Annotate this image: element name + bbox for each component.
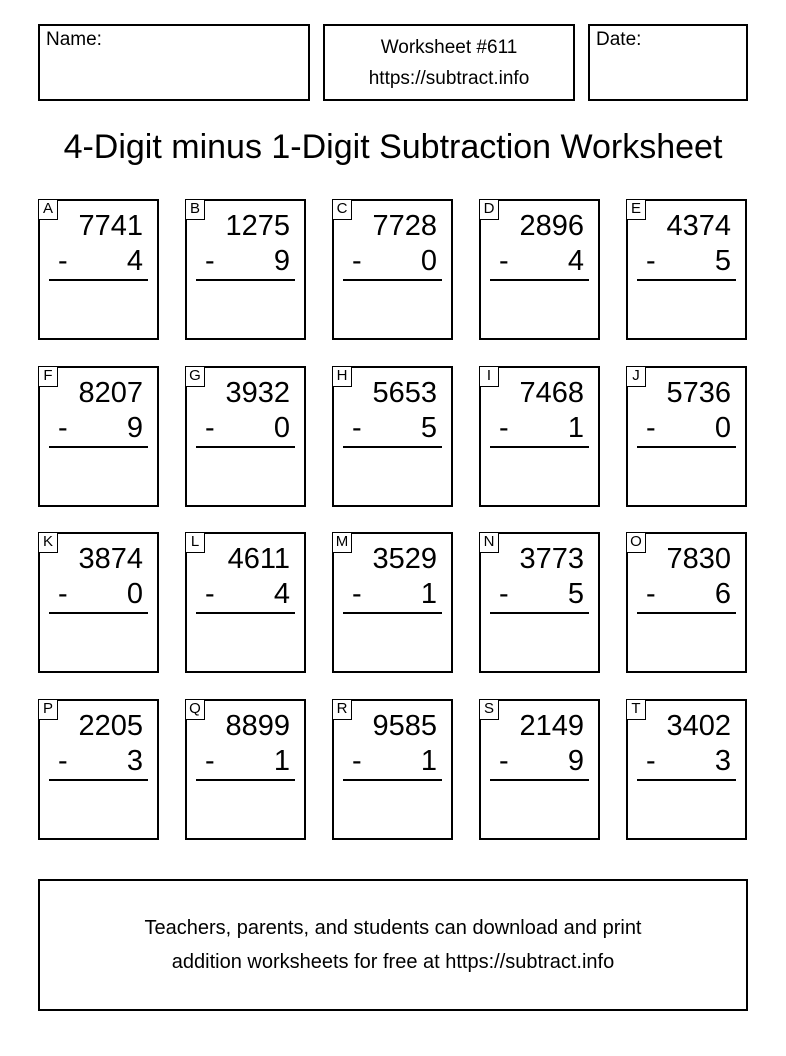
minus-sign: -: [352, 578, 362, 610]
minus-sign: -: [646, 412, 656, 444]
name-label: Name:: [46, 29, 102, 50]
subtrahend: 4: [126, 245, 143, 277]
subtrahend: 4: [567, 245, 584, 277]
minus-sign: -: [352, 245, 362, 277]
minuend: 1275: [225, 210, 290, 242]
minus-sign: -: [58, 578, 68, 610]
answer-line: [490, 779, 589, 781]
minuend: 3773: [519, 543, 584, 575]
problem-letter: P: [38, 699, 58, 720]
problem-letter: I: [479, 366, 499, 387]
minuend: 8899: [225, 710, 290, 742]
problem-card: [332, 199, 453, 340]
problem-letter: T: [626, 699, 646, 720]
problem-letter: C: [332, 199, 352, 220]
answer-line: [196, 612, 295, 614]
answer-line: [637, 446, 736, 448]
problem-letter: G: [185, 366, 205, 387]
minuend: 5736: [666, 377, 731, 409]
answer-line: [343, 279, 442, 281]
answer-line: [49, 446, 148, 448]
answer-line: [343, 612, 442, 614]
problem-card: [479, 699, 600, 840]
problem-letter: Q: [185, 699, 205, 720]
answer-line: [196, 779, 295, 781]
subtrahend: 9: [126, 412, 143, 444]
worksheet-number: Worksheet #611: [380, 36, 518, 58]
answer-line: [343, 446, 442, 448]
problem-card: [38, 199, 159, 340]
problem-card: [185, 366, 306, 507]
footer-line-1: Teachers, parents, and students can download and print: [144, 917, 642, 939]
minuend: 2896: [519, 210, 584, 242]
problem-letter: D: [479, 199, 499, 220]
subtrahend: 1: [567, 412, 584, 444]
minus-sign: -: [499, 412, 509, 444]
minus-sign: -: [58, 745, 68, 777]
problem-letter: S: [479, 699, 499, 720]
subtrahend: 3: [126, 745, 143, 777]
subtrahend: 5: [567, 578, 584, 610]
answer-line: [49, 612, 148, 614]
problem-card: [479, 532, 600, 673]
minuend: 5653: [372, 377, 437, 409]
minuend: 7468: [519, 377, 584, 409]
problem-letter: B: [185, 199, 205, 220]
problem-card: [332, 532, 453, 673]
answer-line: [49, 779, 148, 781]
minuend: 4374: [666, 210, 731, 242]
problem-card: [479, 366, 600, 507]
problem-letter: A: [38, 199, 58, 220]
problem-card: [185, 699, 306, 840]
minuend: 3932: [225, 377, 290, 409]
subtrahend: 1: [420, 745, 437, 777]
minus-sign: -: [499, 745, 509, 777]
problem-card: [38, 532, 159, 673]
problem-letter: F: [38, 366, 58, 387]
subtrahend: 5: [420, 412, 437, 444]
answer-line: [637, 612, 736, 614]
problem-letter: H: [332, 366, 352, 387]
minuend: 7741: [78, 210, 143, 242]
problem-card: [185, 532, 306, 673]
page-title: 4-Digit minus 1-Digit Subtraction Worksheet: [63, 128, 723, 166]
problem-card: [332, 699, 453, 840]
problem-letter: O: [626, 532, 646, 553]
footer-line-2: addition worksheets for free at https://subtract.info: [171, 951, 615, 973]
answer-line: [196, 279, 295, 281]
subtrahend: 5: [714, 245, 731, 277]
minuend: 3402: [666, 710, 731, 742]
minus-sign: -: [58, 245, 68, 277]
problem-card: [626, 532, 747, 673]
minus-sign: -: [499, 245, 509, 277]
minus-sign: -: [352, 745, 362, 777]
problem-letter: E: [626, 199, 646, 220]
problem-letter: J: [626, 366, 646, 387]
answer-line: [490, 279, 589, 281]
problem-card: [38, 366, 159, 507]
minuend: 3529: [372, 543, 437, 575]
minuend: 7830: [666, 543, 731, 575]
problem-letter: K: [38, 532, 58, 553]
minus-sign: -: [646, 245, 656, 277]
answer-line: [196, 446, 295, 448]
subtrahend: 3: [714, 745, 731, 777]
subtrahend: 9: [273, 245, 290, 277]
minuend: 7728: [372, 210, 437, 242]
minus-sign: -: [499, 578, 509, 610]
subtrahend: 0: [420, 245, 437, 277]
minus-sign: -: [352, 412, 362, 444]
problem-card: [38, 699, 159, 840]
answer-line: [49, 279, 148, 281]
answer-line: [637, 779, 736, 781]
minus-sign: -: [205, 745, 215, 777]
minuend: 2205: [78, 710, 143, 742]
answer-line: [637, 279, 736, 281]
problem-card: [626, 199, 747, 340]
problem-letter: R: [332, 699, 352, 720]
problem-letter: M: [332, 532, 352, 553]
minuend: 8207: [78, 377, 143, 409]
subtrahend: 0: [273, 412, 290, 444]
answer-line: [490, 612, 589, 614]
answer-line: [343, 779, 442, 781]
subtrahend: 1: [273, 745, 290, 777]
footer-box: [38, 879, 748, 1011]
minuend: 4611: [227, 543, 290, 575]
minuend: 9585: [372, 710, 437, 742]
problem-card: [626, 699, 747, 840]
problem-card: [185, 199, 306, 340]
subtrahend: 9: [567, 745, 584, 777]
date-label: Date:: [596, 29, 642, 50]
minus-sign: -: [646, 578, 656, 610]
subtrahend: 4: [273, 578, 290, 610]
subtrahend: 1: [420, 578, 437, 610]
answer-line: [490, 446, 589, 448]
minus-sign: -: [205, 245, 215, 277]
problem-card: [332, 366, 453, 507]
minus-sign: -: [205, 578, 215, 610]
minus-sign: -: [205, 412, 215, 444]
minuend: 3874: [78, 543, 143, 575]
problem-card: [626, 366, 747, 507]
worksheet-url: https://subtract.info: [368, 67, 530, 89]
minus-sign: -: [58, 412, 68, 444]
subtrahend: 0: [714, 412, 731, 444]
minuend: 2149: [519, 710, 584, 742]
subtrahend: 0: [126, 578, 143, 610]
problem-card: [479, 199, 600, 340]
minus-sign: -: [646, 745, 656, 777]
problem-letter: N: [479, 532, 499, 553]
problem-letter: L: [185, 532, 205, 553]
subtrahend: 6: [714, 578, 731, 610]
